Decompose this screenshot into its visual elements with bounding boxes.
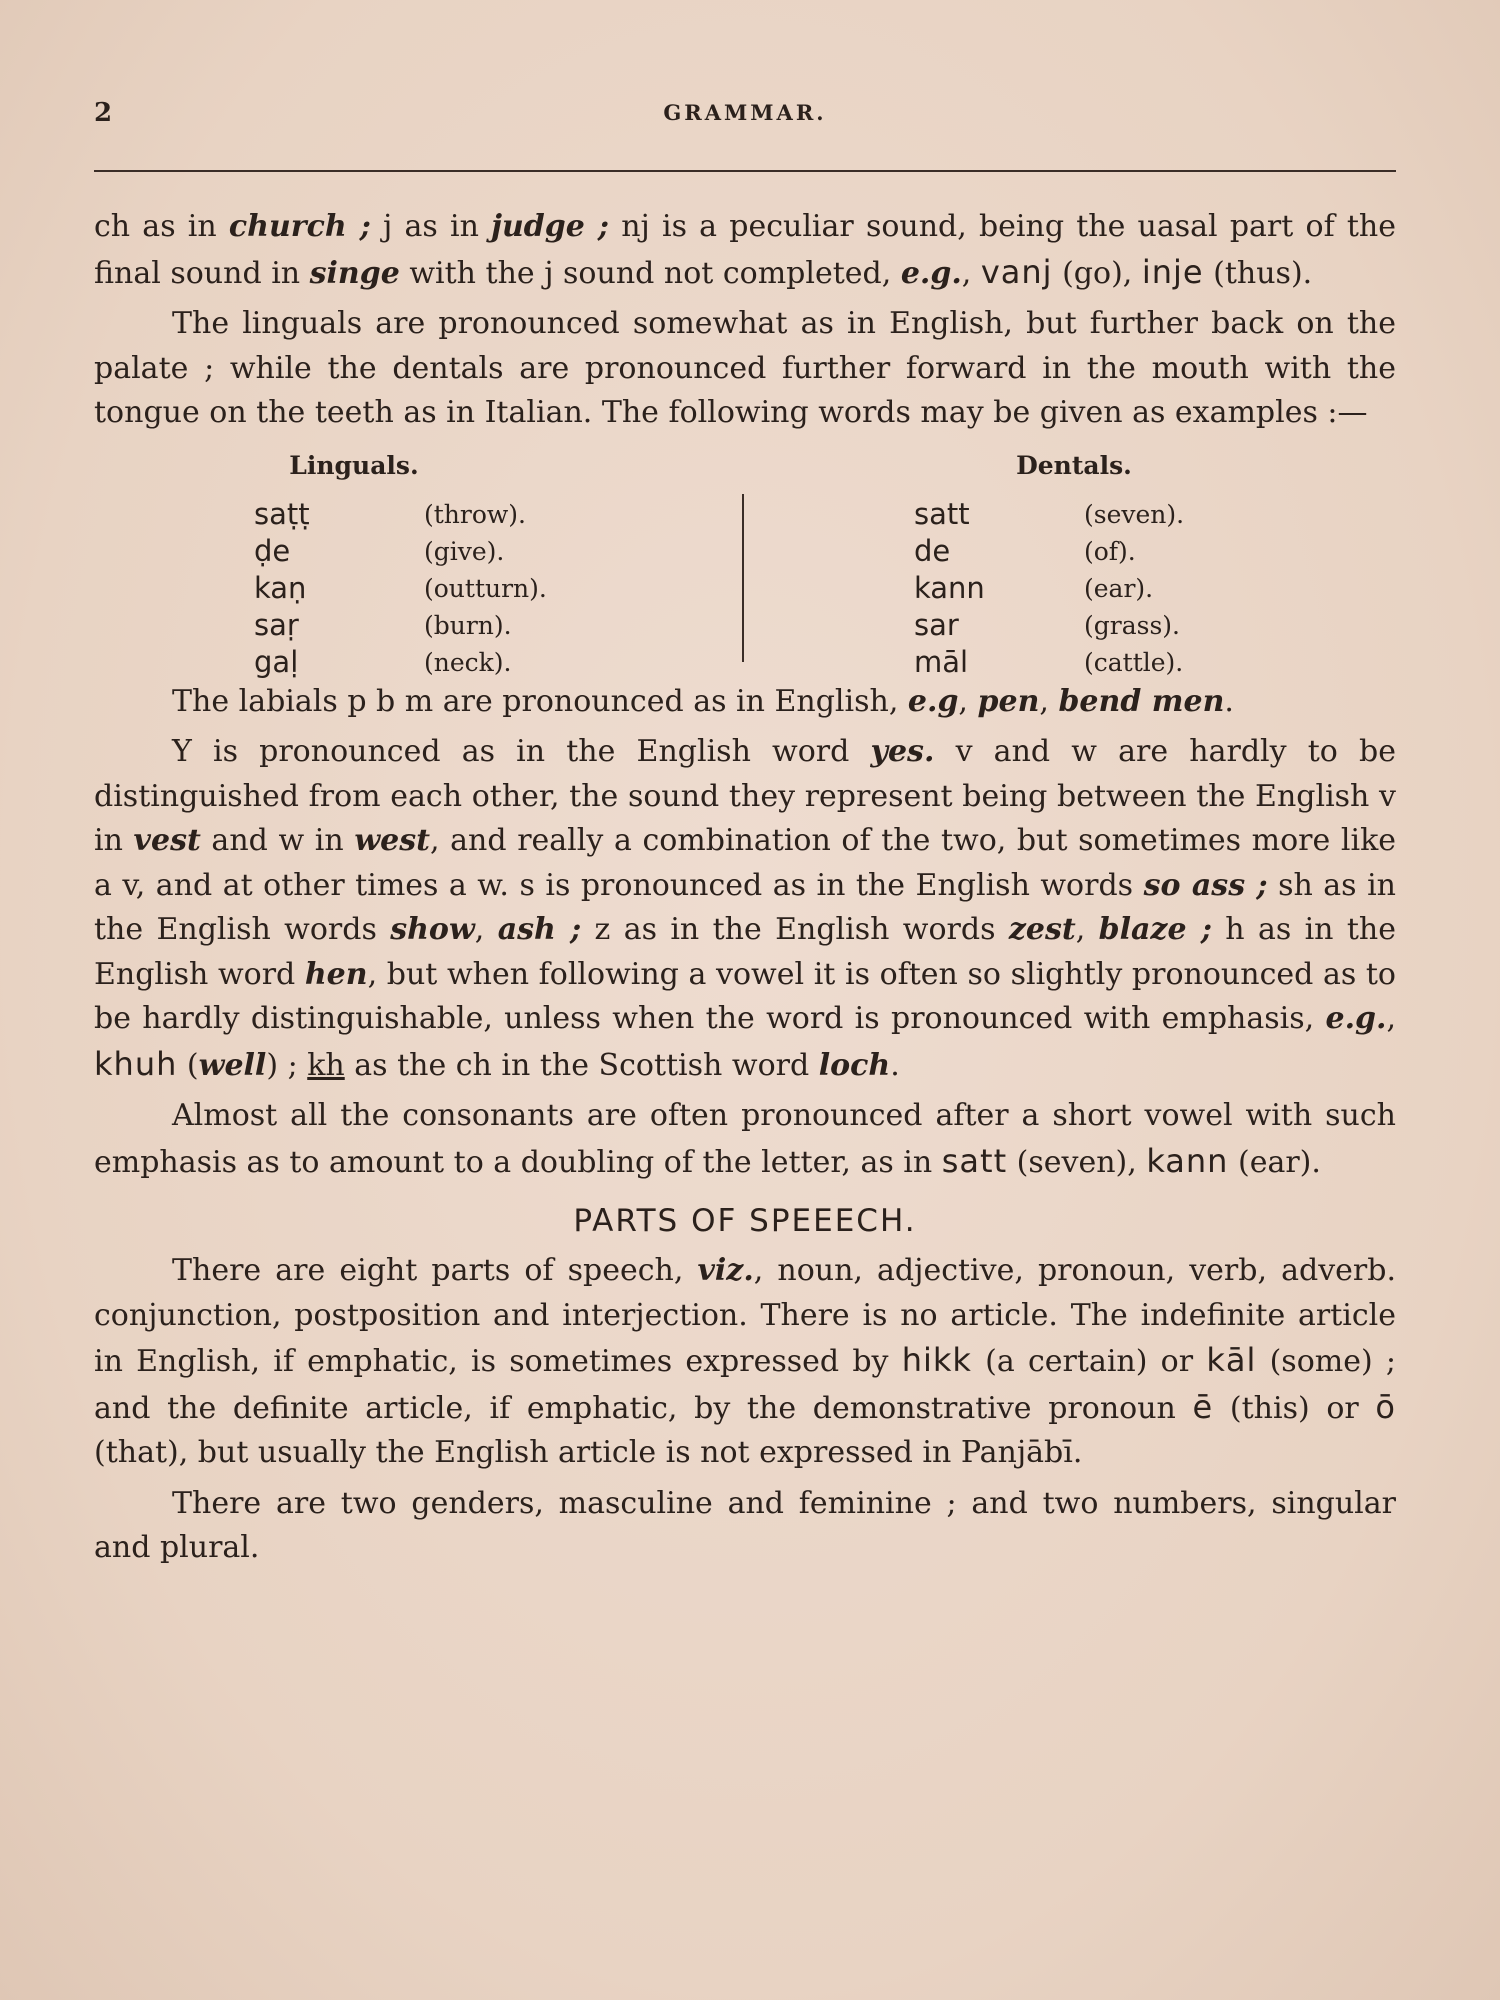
paragraph-genders-numbers: There are two genders, masculine and feminine ; and two numbers, singular and plural. (94, 1485, 1396, 1565)
text-run: sar (914, 608, 959, 642)
panjabi-word: inje (1141, 252, 1204, 291)
paragraph-doubling (94, 1094, 1396, 1185)
text-run: ḍe (254, 534, 291, 568)
text-run: church ; (228, 209, 371, 244)
text-run: , noun, adjective, pronoun, verb, adverb. conjunction, postposition and interjection. There is no article. The indefinite article in English, if emphatic, is sometimes expressed by (94, 1253, 1396, 1379)
linguals-heading: Linguals. (289, 450, 419, 480)
text-run: with the j sound not completed, (399, 255, 901, 291)
table-row (914, 496, 1234, 533)
text-run: (ear). (1084, 574, 1154, 603)
text-run: (of). (1084, 537, 1136, 566)
text-run: kh (307, 1047, 345, 1083)
text-run: (give). (424, 537, 505, 566)
text-run: (thus). (1203, 255, 1313, 291)
text-run: (that), but usually the English article is not expressed in Panjābī. (94, 1435, 1083, 1470)
text-run: (throw). (424, 500, 527, 529)
text-run: The labials p b m are pronounced as in English, (172, 683, 908, 719)
page-body (94, 205, 1396, 1571)
paragraph-consonants-palatal (94, 205, 1396, 296)
table-row (914, 533, 1234, 570)
text-run: e.g. (900, 255, 962, 291)
text-run: zest (1008, 912, 1076, 947)
text-run: (some) ; and the definite article, if emphatic, by the demonstrative pronoun (94, 1344, 1396, 1426)
text-run: as the ch in the Scottish word (344, 1047, 819, 1083)
text-run: (ear). (1228, 1144, 1321, 1180)
text-run: (this) or (1213, 1390, 1376, 1426)
text-run: vest (133, 823, 201, 858)
text-run: west (354, 823, 430, 858)
table-divider (742, 494, 744, 662)
panjabi-word: kāl (1206, 1341, 1257, 1379)
panjabi-word: hikk (901, 1341, 972, 1379)
text-run: ash ; (497, 912, 582, 947)
text-run: māl (914, 645, 969, 679)
text-run: (neck). (424, 648, 512, 677)
text-run: sh as in the English words (94, 867, 1396, 947)
text-run: saṭṭ (254, 497, 310, 531)
panjabi-word: vanj (980, 252, 1053, 291)
dentals-column (914, 444, 1234, 682)
linguals-column (254, 444, 574, 682)
text-run: e.g. (1325, 1001, 1387, 1036)
text-run: j as in (370, 209, 492, 244)
text-run: z as in the English words (581, 912, 1009, 947)
text-run: e.g (907, 683, 959, 719)
table-row (914, 607, 1234, 644)
text-run: hen (304, 956, 368, 992)
text-run: , (1039, 683, 1059, 719)
text-run: (go), (1052, 255, 1142, 291)
text-run: (seven). (1084, 500, 1185, 529)
text-run: ch as in (94, 209, 229, 244)
text-run: well (198, 1047, 267, 1083)
text-run: pen (977, 683, 1040, 719)
paragraph-labials (94, 680, 1396, 725)
text-run: . (1224, 683, 1234, 719)
text-run: , and really a combination of the two, but sometimes more like a v, and at other times a w. s is pronounced as in the English words (94, 823, 1397, 903)
text-run: bend men (1058, 683, 1225, 719)
panjabi-word: ē (1192, 1387, 1214, 1426)
text-run: kann (914, 571, 985, 605)
panjabi-word: satt (941, 1141, 1008, 1180)
header-rule (94, 170, 1396, 172)
page-number: 2 (94, 98, 113, 128)
text-run: ) ; (266, 1047, 308, 1083)
text-run: (seven), (1007, 1144, 1147, 1180)
running-title: GRAMMAR. (663, 100, 827, 125)
text-run: Almost all the consonants are often pronounced after a short vowel with such emphasis as to amount to a doubling of the letter, as in (94, 1098, 1396, 1180)
text-run: judge ; (491, 209, 609, 244)
table-row (914, 570, 1234, 607)
text-run: so ass ; (1143, 867, 1268, 903)
text-run: (outturn). (424, 574, 547, 603)
text-run: ( (177, 1047, 199, 1083)
text-run: . (890, 1047, 900, 1083)
text-run: (grass). (1084, 611, 1180, 640)
text-run: yes. (870, 734, 935, 769)
text-run: , but when following a vowel it is often so slightly pronounced as to be hardly distinguishable, unless when the word is pronounced with emphasis, (94, 956, 1396, 1036)
text-run: v and w are hardly to be distinguished from each other, the sound they represent being between the English v in (94, 734, 1396, 858)
paragraph-parts-of-speech (94, 1249, 1396, 1476)
panjabi-word: kann (1146, 1141, 1229, 1180)
text-run: satt (914, 497, 970, 531)
table-row (254, 496, 574, 533)
text-run: Y is pronounced as in the English word (172, 734, 871, 769)
text-run: h as in the English word (94, 912, 1396, 992)
text-run: viz. (697, 1253, 754, 1288)
text-run: , (961, 255, 981, 291)
text-run: (a certain) or (971, 1344, 1207, 1379)
dentals-heading: Dentals. (1016, 450, 1132, 480)
text-run: , (474, 912, 498, 947)
table-row (254, 644, 574, 681)
table-row (254, 570, 574, 607)
text-run: loch (818, 1047, 891, 1083)
panjabi-word: khuh (94, 1044, 178, 1083)
table-row (914, 644, 1234, 681)
lingual-dental-table (94, 444, 1396, 679)
text-run: , (1075, 912, 1099, 947)
section-heading: PARTS OF SPEEECH. (573, 1203, 917, 1239)
text-run: , (1386, 1001, 1396, 1036)
text-run: gaḷ (254, 645, 299, 679)
text-run: blaze ; (1098, 912, 1212, 947)
text-run: There are eight parts of speech, (172, 1253, 698, 1288)
text-run: nj is a peculiar sound, being the uasal part of the final sound in (94, 209, 1396, 291)
table-row (254, 533, 574, 570)
page-header (94, 98, 1396, 138)
text-run: and w in (200, 823, 355, 858)
table-row (254, 607, 574, 644)
text-run: , (958, 683, 978, 719)
text-run: de (914, 534, 951, 568)
text-run: (burn). (424, 611, 512, 640)
text-run: show (390, 912, 475, 947)
panjabi-word: ō (1375, 1387, 1396, 1426)
text-run: saṛ (254, 608, 299, 642)
paragraph-semivowels-sibilants (94, 730, 1396, 1088)
paragraph-linguals: The linguals are pronounced somewhat as in English, but further back on the palate ; while the dentals are pronounced further forward in the mouth with the tongue on the teeth as in Italian. The following words may be given as examples :— (94, 306, 1396, 430)
text-run: kaṇ (254, 571, 307, 605)
text-run: (cattle). (1084, 648, 1184, 677)
text-run: singe (309, 255, 400, 291)
